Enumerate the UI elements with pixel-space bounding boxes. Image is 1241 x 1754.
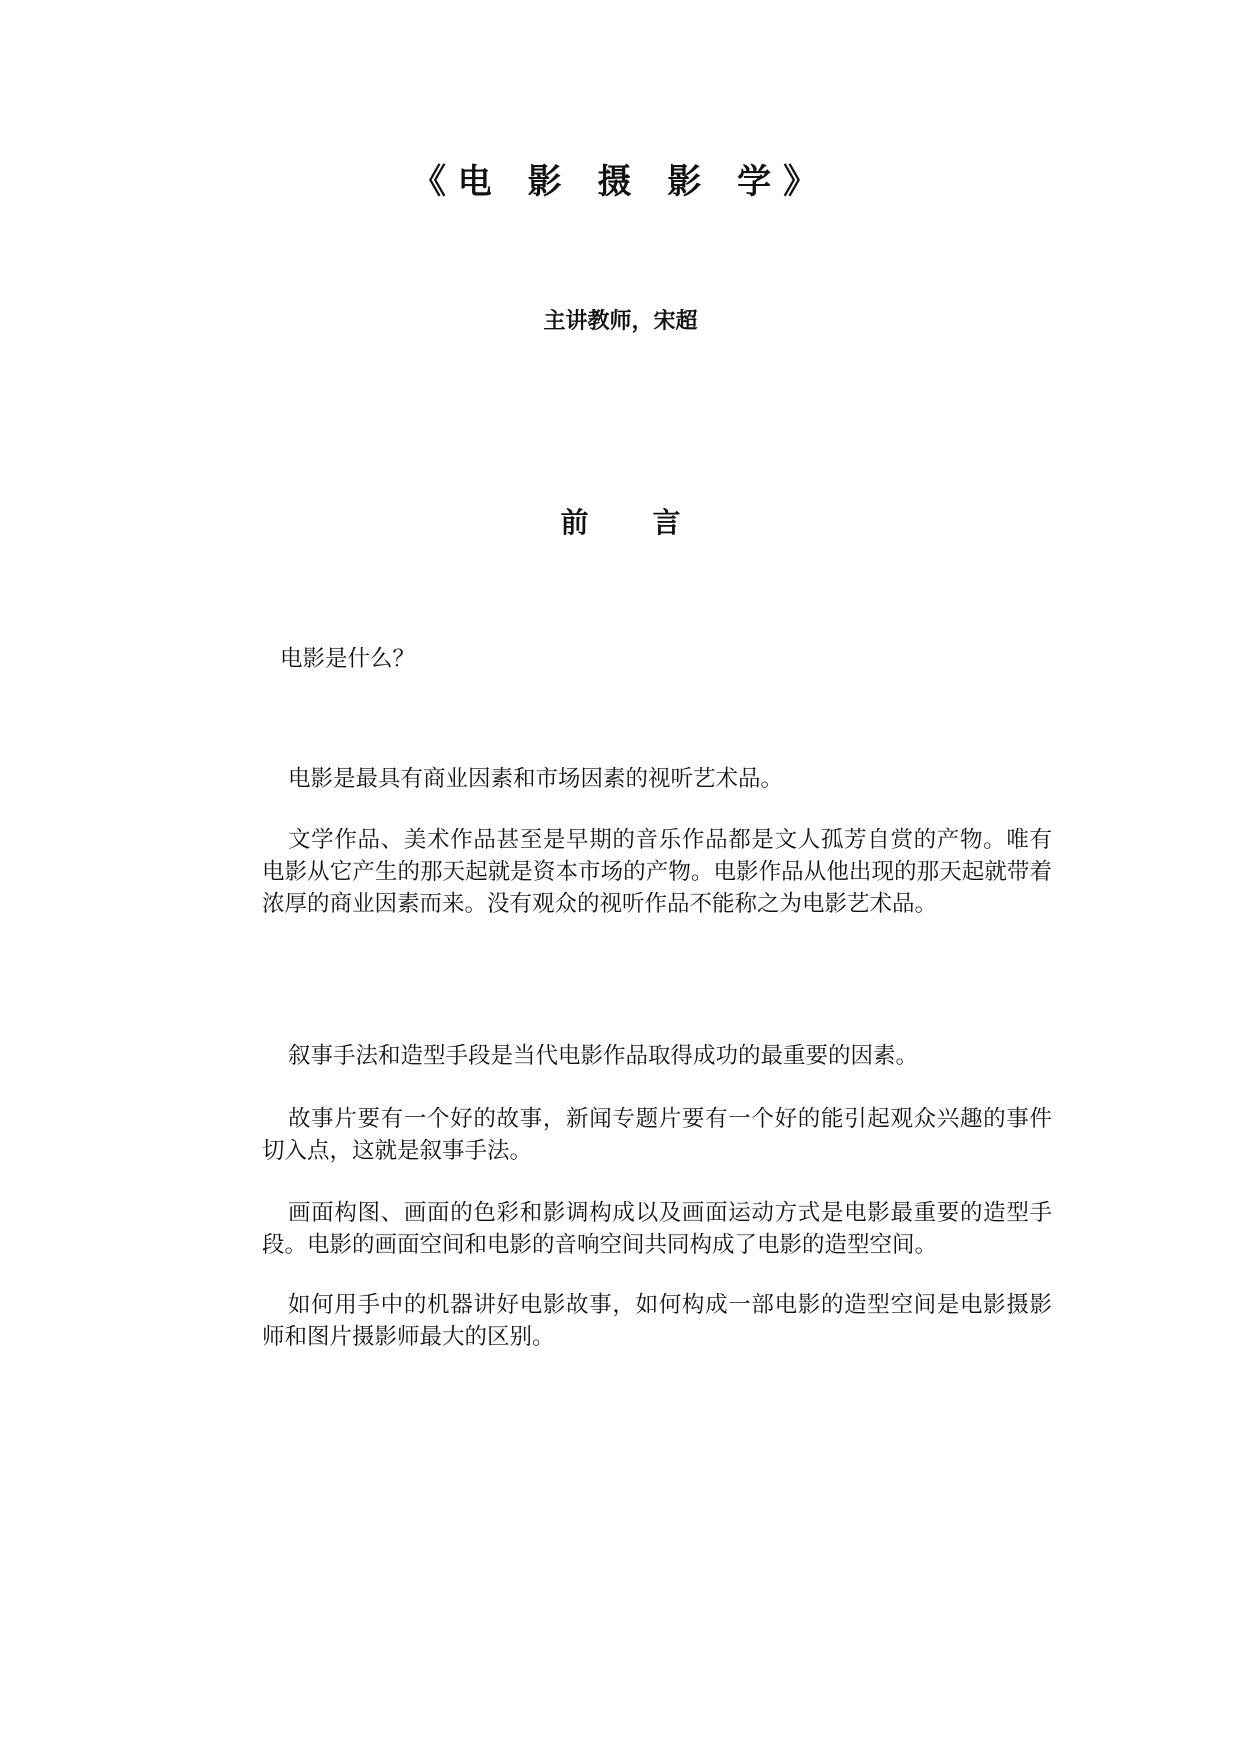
paragraph-1: 电影是最具有商业因素和市场因素的视听艺术品。 (288, 766, 784, 792)
paragraph-6: 如何用手中的机器讲好电影故事，如何构成一部电影的造型空间是电影摄影师和图片摄影师最大的区别。 (262, 1292, 1052, 1350)
paragraph-2: 文学作品、美术作品甚至是早期的音乐作品都是文人孤芳自赏的产物。唯有电影从它产生的那天起就是资本市场的产物。电影作品从他出现的那天起就带着浓厚的商业因素而来。没有观众的视听作品不能称之为电影艺术品。 (262, 827, 1052, 917)
paragraph-3: 叙事手法和造型手段是当代电影作品取得成功的最重要的因素。 (288, 1043, 919, 1069)
section-heading-preface: 前言 (560, 506, 745, 539)
document-title: 《电 影 摄 影 学》 (411, 162, 830, 202)
lecturer-line: 主讲教师，宋超 (543, 308, 698, 334)
paragraph-5: 画面构图、画面的色彩和影调构成以及画面运动方式是电影最重要的造型手段。电影的画面空间和电影的音响空间共同构成了电影的造型空间。 (262, 1200, 1052, 1258)
question-line: 电影是什么？ (280, 646, 416, 672)
paragraph-4: 故事片要有一个好的故事，新闻专题片要有一个好的能引起观众兴趣的事件切入点，这就是叙事手法。 (262, 1106, 1052, 1164)
